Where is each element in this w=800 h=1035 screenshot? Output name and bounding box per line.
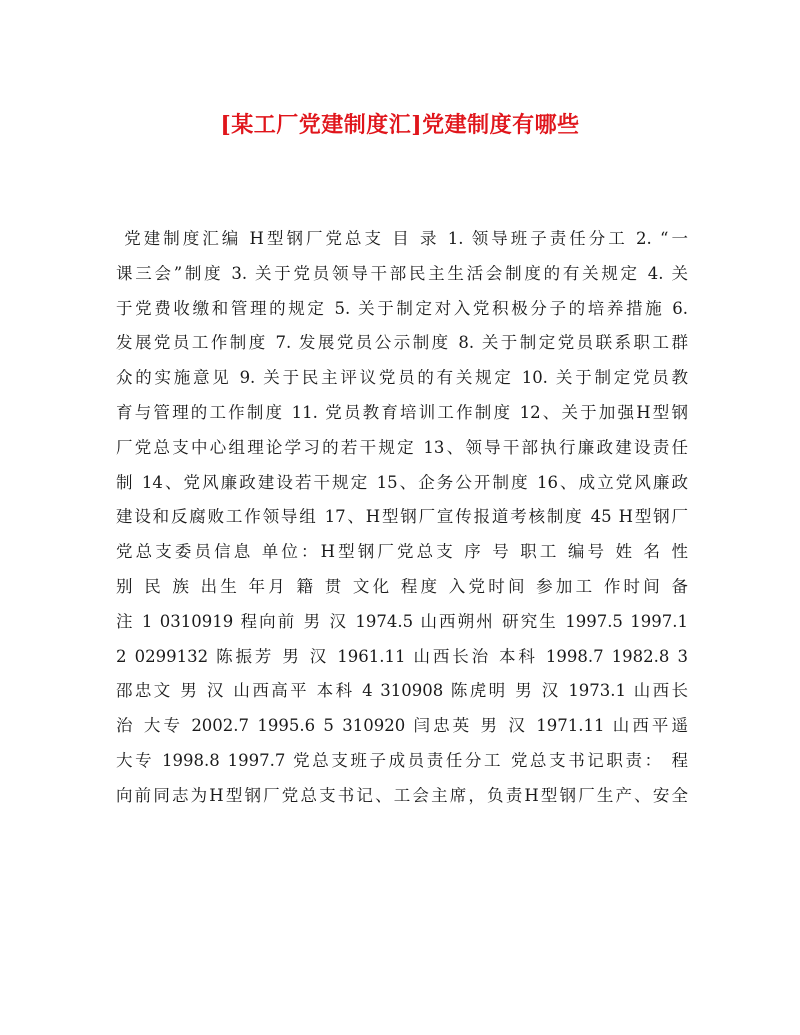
body-line: 党总支委员信息 单位：H型钢厂党总支 序 号 职工 编号 姓 名 性: [116, 542, 688, 562]
document-body: [116, 222, 688, 814]
body-line: 向前同志为H型钢厂党总支书记、工会主席，负责H型钢厂生产、安全: [116, 785, 688, 805]
body-line: 众的实施意见 9. 关于民主评议党员的有关规定 10. 关于制定党员教: [116, 368, 688, 388]
body-line: 发展党员工作制度 7. 发展党员公示制度 8. 关于制定党员联系职工群: [116, 333, 688, 353]
body-line: 别 民 族 出生 年月 籍 贯 文化 程度 入党时间 参加工 作时间 备: [116, 576, 688, 596]
body-line: 治 大专 2002.7 1995.6 5 310920 闫忠英 男 汉 1971.11 山西平遥: [116, 716, 688, 736]
body-line: 于党费收缴和管理的规定 5. 关于制定对入党积极分子的培养措施 6.: [116, 298, 688, 318]
body-line: 厂党总支中心组理论学习的若干规定 13、领导干部执行廉政建设责任: [116, 437, 688, 457]
body-line: 注 1 0310919 程向前 男 汉 1974.5 山西朔州 研究生 1997.5 1997.1: [116, 611, 688, 631]
body-line: 邵忠文 男 汉 山西高平 本科 4 310908 陈虎明 男 汉 1973.1 山西长: [116, 681, 688, 701]
body-line: 大专 1998.8 1997.7 党总支班子成员责任分工 党总支书记职责： 程: [116, 750, 688, 770]
body-line: 2 0299132 陈振芳 男 汉 1961.11 山西长治 本科 1998.7 1982.8 3: [116, 646, 688, 666]
body-line: 党建制度汇编 H型钢厂党总支 目 录 1. 领导班子责任分工 2. “一: [116, 229, 688, 248]
body-line: 育与管理的工作制度 11. 党员教育培训工作制度 12、关于加强H型钢: [116, 402, 688, 422]
body-line: 建设和反腐败工作领导组 17、H型钢厂宣传报道考核制度 45 H型钢厂: [116, 507, 688, 527]
body-line: 课三会”制度 3. 关于党员领导干部民主生活会制度的有关规定 4. 关: [116, 263, 688, 283]
body-line: 制 14、党风廉政建设若干规定 15、企务公开制度 16、成立党风廉政: [116, 472, 688, 492]
document-title: [某工厂党建制度汇]党建制度有哪些: [220, 112, 580, 138]
